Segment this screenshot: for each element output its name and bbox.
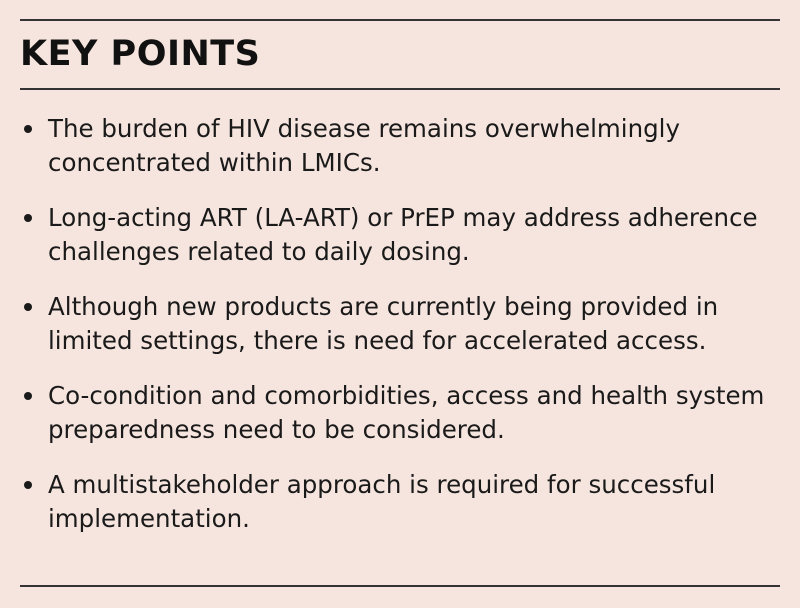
- key-points-list: [22, 112, 780, 557]
- key-point-text: The burden of HIV disease remains overwhelmingly concentrated within LMICs.: [48, 114, 680, 177]
- key-point-item: [22, 290, 780, 358]
- key-point-item: [22, 468, 780, 536]
- key-point-text: A multistakeholder approach is required for successful implementation.: [48, 470, 716, 533]
- key-point-item: [22, 112, 780, 180]
- key-points-heading: KEY POINTS: [20, 34, 261, 74]
- bullet-icon: [24, 392, 32, 400]
- bullet-icon: [24, 481, 32, 489]
- bullet-icon: [24, 303, 32, 311]
- heading-rule: [20, 88, 780, 90]
- key-point-text: Co-condition and comorbidities, access and health system preparedness need to be considered.: [48, 381, 765, 444]
- key-point-text: Long-acting ART (LA-ART) or PrEP may address adherence challenges related to daily dosing.: [48, 203, 758, 266]
- bottom-rule: [20, 585, 780, 587]
- top-rule: [20, 19, 780, 21]
- bullet-icon: [24, 125, 32, 133]
- bullet-icon: [24, 214, 32, 222]
- key-point-text: Although new products are currently being provided in limited settings, there is need for accelerated access.: [48, 292, 719, 355]
- key-point-item: [22, 379, 780, 447]
- key-point-item: [22, 201, 780, 269]
